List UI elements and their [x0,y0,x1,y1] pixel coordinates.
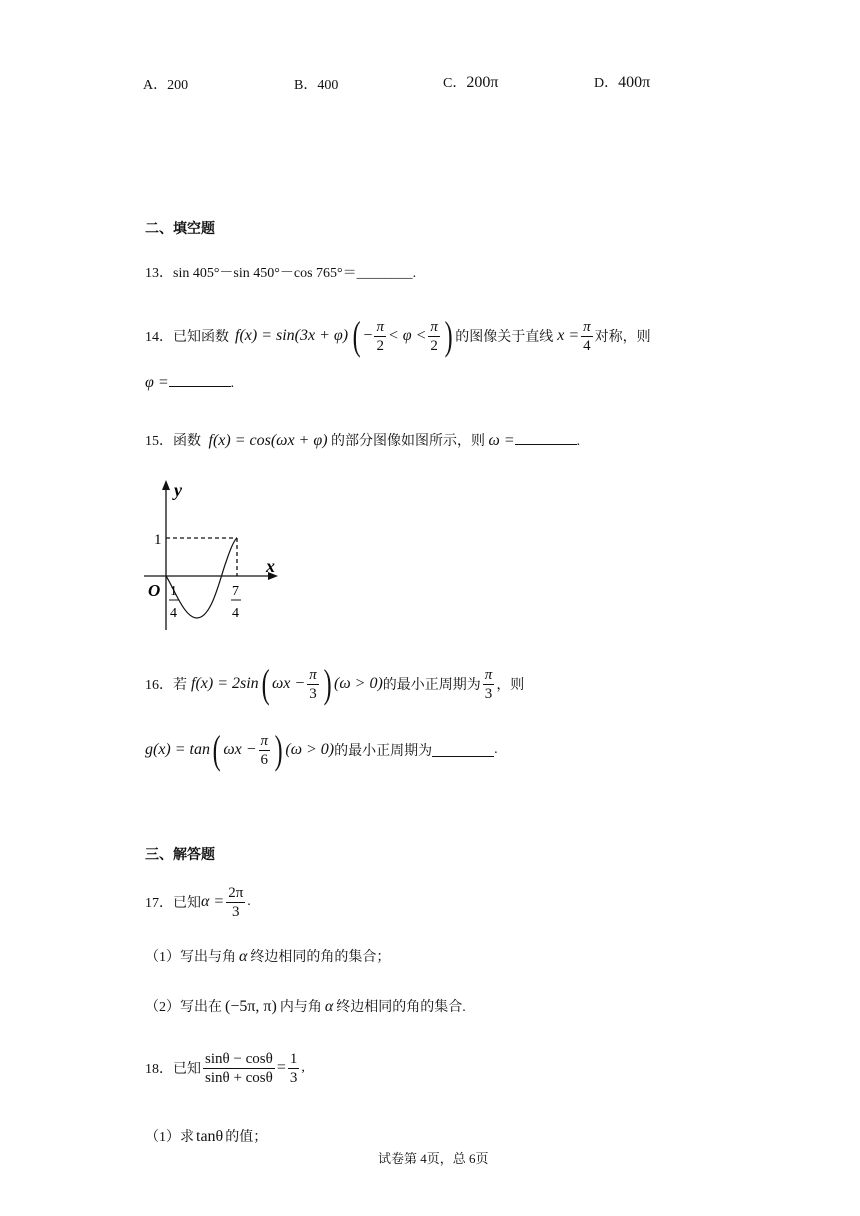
q16-frac-pi-6: $\frac{\pi}{6}$ [260,732,269,768]
q16-g-left-paren: ( [212,727,221,772]
q16-left-paren: ( [261,661,270,706]
q16-prefix: 若 [173,678,187,693]
cosine-graph [140,478,290,634]
q16-g-inner: ωx − [223,741,257,758]
q16-inner: ωx − [272,675,306,692]
q14-middle-text: 的图像关于直线 [455,330,554,345]
q18-eq: = [276,1059,286,1076]
option-d-value: 400π [618,74,651,91]
q15-function: f(x) = cos(ωx + φ) [208,432,328,449]
page-footer: 试卷第 4页，总 6页 [378,1151,489,1166]
q17-part2-text-a: （2）写出在 [145,1000,222,1015]
tick-quarter-den: 4 [170,606,177,621]
y-axis-label: y [174,480,182,500]
q18-ratio-frac: $\frac{\sin\theta - \cos\theta}{\sin\theta + \cos\theta}$ [205,1050,273,1086]
option-b-letter: B． [294,78,318,93]
q15-number: 15． [145,434,173,449]
q17-part2-alpha: α [324,998,334,1015]
option-d-letter: D． [594,76,619,91]
section-fill-in-heading: 二、填空题 [145,222,215,237]
q17-part1-alpha: α [239,948,248,965]
x-axis-label: x [266,556,275,576]
question-14 [145,314,651,358]
q16-blank [432,744,494,757]
origin-label: O [148,581,161,600]
q17-frac: $\frac{2\pi}{3}$ [228,884,244,920]
option-d [594,72,650,92]
q17-end: . [247,894,251,909]
option-c-value: 200π [466,74,499,91]
q16-mid: 的最小正周期为 [382,678,481,693]
option-c-letter: C． [443,76,467,91]
q14-answer-line [145,374,234,392]
q14-right-paren: ) [444,313,453,358]
q15-blank [515,432,577,445]
q14-frac-pi-2-right: $\frac{\pi}{2}$ [430,318,438,354]
tick-quarter-num: 1 [170,584,177,599]
q16-line-2 [145,728,498,772]
question-16 [145,662,524,706]
q17-part2-text-e: 终边相同的角的集合. [336,1000,466,1015]
q17-part-1 [145,946,390,966]
tick-seven-quarters-den: 4 [232,606,239,621]
option-b-value: 400 [317,78,339,93]
q14-line-eq: x = [557,327,580,344]
q16-then: ，则 [496,678,525,693]
q16-period-frac: $\frac{\pi}{3}$ [484,666,493,702]
q16-g-condition: (ω > 0) [285,741,335,758]
tick-seven-quarters-num: 7 [232,584,239,599]
q14-condition-mid: < φ < [387,327,427,344]
option-a-letter: A． [143,78,168,93]
q14-function: f(x) = sin(3x + φ) [235,327,349,344]
q18-comma: , [301,1060,305,1075]
q15-middle: 的部分图像如图所示，则 [331,434,486,449]
q18-part1-text-c: 的值； [225,1130,268,1145]
question-15 [145,430,580,450]
q14-end: . [230,376,235,391]
q17-alpha-eq: α = [201,893,225,910]
q17-number: 17． [145,896,173,911]
q16-condition: (ω > 0) [334,675,383,692]
q14-prefix: 已知函数 [173,330,229,345]
q14-suffix: 对称，则 [594,330,651,345]
q16-number: 16． [145,678,173,693]
q14-phi-eq: φ = [145,374,169,391]
y-axis-arrow [162,480,170,490]
q16-g-right-paren: ) [274,727,283,772]
q15-prefix: 函数 [173,434,201,449]
q16-end: . [494,742,498,757]
option-a [143,74,188,94]
option-b [294,74,338,94]
option-a-value: 200 [167,78,189,93]
question-18 [145,1046,305,1090]
q16-f-def: f(x) = 2sin [191,675,259,692]
q17-part1-text-a: （1）写出与角 [145,950,236,965]
q17-part2-interval: (−5π, π) [225,998,277,1015]
q14-left-paren: ( [352,313,361,358]
q18-part-1 [145,1126,267,1146]
q17-prefix: 已知 [173,896,201,911]
q14-frac-pi-4: $\frac{\pi}{4}$ [583,318,591,354]
q14-number: 14． [145,330,173,345]
q16-frac-pi-3: $\frac{\pi}{3}$ [309,666,317,702]
q14-blank [169,374,231,387]
q18-number: 18． [145,1062,173,1077]
tick-label-one: 1 [154,532,162,548]
q16-right-paren: ) [323,661,332,706]
q14-frac-pi-2-left: $\frac{\pi}{2}$ [376,318,384,354]
question-17 [145,880,251,924]
option-c [443,72,498,92]
q17-part-2 [145,996,466,1016]
q18-part1-tan: tanθ [196,1128,224,1145]
q15-omega-eq: ω = [488,432,515,449]
section-answer-heading: 三、解答题 [145,848,215,863]
q14-minus: − [363,327,373,344]
question-13: 13．sin 405°－sin 450°－cos 765°＝________. [145,266,417,281]
q18-part1-text-a: （1）求 [145,1130,194,1145]
q17-part2-text-c: 内与角 [279,1000,322,1015]
q18-one-third: $\frac{1}{3}$ [289,1050,298,1086]
q16-end-text: 的最小正周期为 [334,744,433,759]
q15-end: . [576,434,581,449]
q17-part1-text-c: 终边相同的角的集合； [250,950,391,965]
q18-prefix: 已知 [173,1062,201,1077]
q16-g-def: g(x) = tan [145,741,210,758]
